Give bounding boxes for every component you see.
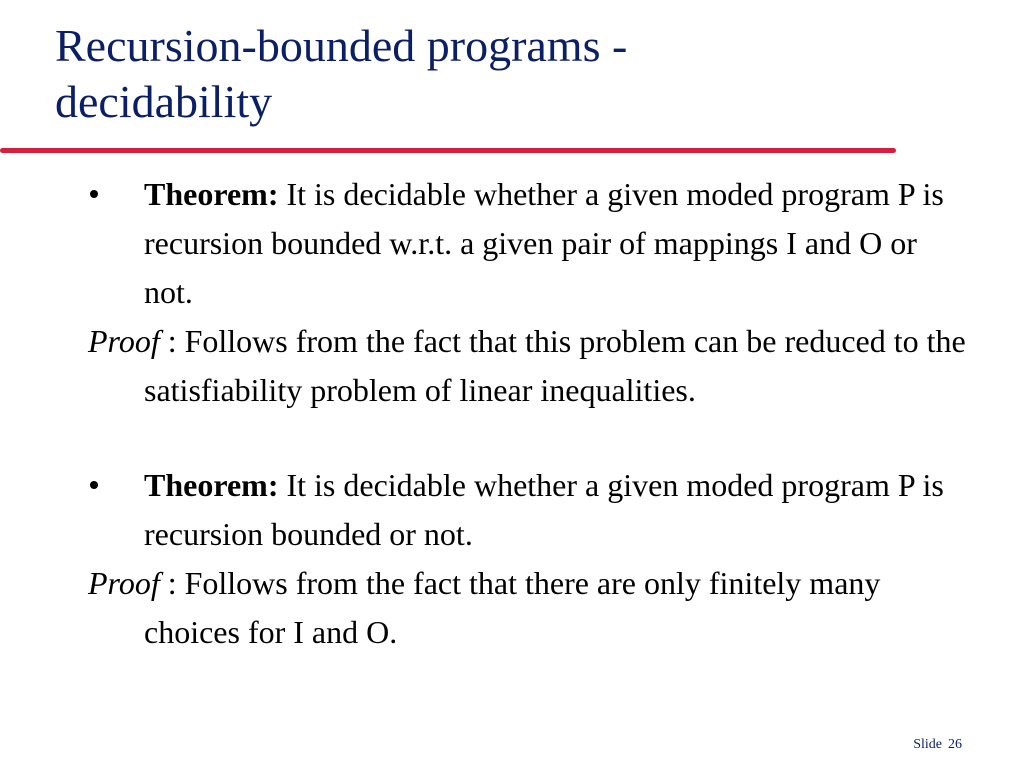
title-line-1: Recursion-bounded programs - — [55, 20, 628, 71]
slide-title — [55, 18, 955, 130]
title-underline-rule — [0, 148, 896, 153]
proof-1-text: : Follows from the fact that this problem can be reduced to the satisfiability problem of linear inequalities. — [144, 323, 966, 408]
theorem-2-text: It is decidable whether a given moded program P is recursion bounded or not. — [144, 467, 944, 552]
footer-label: Slide — [913, 737, 942, 752]
slide-footer — [907, 737, 962, 753]
theorem-1-label: Theorem: — [144, 176, 279, 212]
proof-2 — [88, 559, 968, 657]
theorem-1-text: It is decidable whether a given moded program P is recursion bounded w.r.t. a given pair of mappings I and O or not. — [144, 176, 944, 310]
bullet-icon — [90, 190, 98, 198]
spacer — [88, 415, 968, 461]
theorem-2-label: Theorem: — [144, 467, 279, 503]
theorem-1 — [88, 170, 968, 317]
bullet-icon — [90, 481, 98, 489]
slide-content — [88, 170, 968, 657]
proof-1 — [88, 317, 968, 415]
theorem-2 — [88, 461, 968, 559]
proof-2-text: : Follows from the fact that there are only finitely many choices for I and O. — [144, 565, 881, 650]
proof-2-label: Proof — [88, 565, 168, 601]
title-line-2: decidability — [55, 76, 273, 127]
slide-number: 26 — [948, 737, 962, 752]
proof-1-label: Proof — [88, 323, 168, 359]
